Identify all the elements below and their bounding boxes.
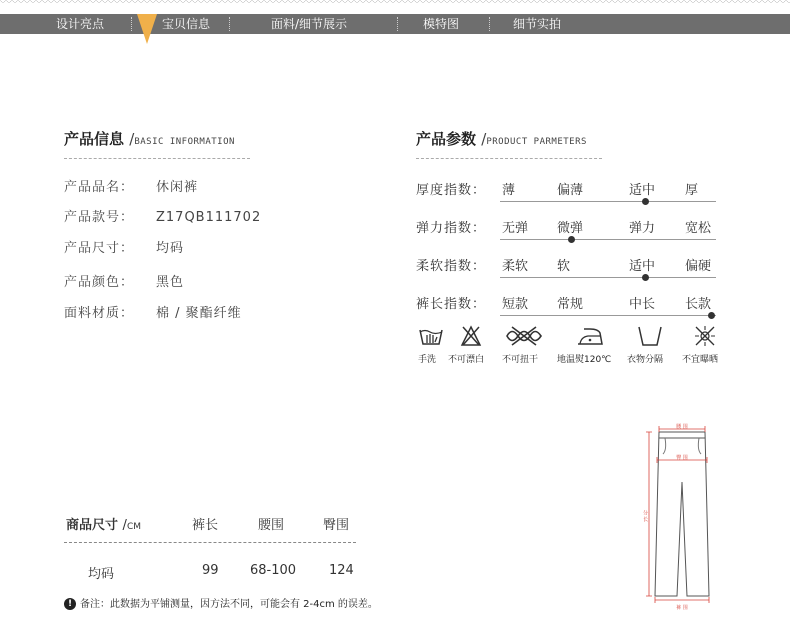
- info-row-material: [64, 302, 242, 321]
- size-table-title: [66, 514, 141, 533]
- param-label: 厚度指数：: [416, 183, 487, 198]
- info-label: 产品颜色：: [64, 275, 135, 290]
- title-slash: /: [481, 130, 487, 148]
- basic-info-subtitle: BASIC INFORMATION: [134, 137, 235, 147]
- info-row-size: [64, 237, 184, 256]
- wash-separately-icon: [636, 324, 664, 348]
- param-option: 柔软: [502, 259, 529, 274]
- param-option: 适中: [629, 183, 656, 198]
- care-label-iron: 地温熨120℃: [557, 355, 612, 365]
- nav-item-fabric-details[interactable]: 面料/细节展示: [271, 17, 348, 31]
- param-option: 厚: [685, 183, 699, 198]
- size-table-unit: CM: [126, 522, 141, 532]
- param-scale-line: [500, 315, 716, 316]
- param-option: 长款: [685, 297, 712, 312]
- nav-bar: [0, 14, 790, 34]
- size-cell-length: 99: [202, 563, 219, 578]
- size-header-hip: 臀围: [323, 518, 350, 533]
- size-note: [64, 595, 378, 610]
- title-slash: /: [122, 518, 127, 533]
- param-scale-line: [500, 201, 716, 202]
- nav-item-design-highlights[interactable]: 设计亮点: [56, 17, 105, 31]
- info-row-name: [64, 176, 198, 195]
- info-value: Z17QB111702: [156, 210, 262, 225]
- care-label-no-bleach: 不可漂白: [448, 355, 485, 365]
- warning-icon: !: [64, 598, 76, 610]
- info-label: 产品款号：: [64, 210, 135, 225]
- param-option: 适中: [629, 259, 656, 274]
- param-option: 微弹: [557, 221, 584, 236]
- diagram-label-waist: 腰 围: [676, 424, 688, 430]
- param-label: 柔软指数：: [416, 259, 487, 274]
- basic-info-divider: [64, 158, 250, 159]
- nav-separator: [229, 17, 230, 31]
- no-wring-icon: [504, 324, 544, 348]
- diagram-label-hip: 臀 围: [676, 455, 688, 461]
- nav-item-product-info[interactable]: 宝贝信息: [162, 17, 211, 31]
- diagram-label-length: 分 长: [642, 510, 648, 522]
- param-scale-line: [500, 239, 716, 240]
- diagram-label-hem: 裤 围: [676, 605, 688, 611]
- no-bleach-icon: [460, 324, 482, 348]
- care-label-no-wring: 不可扭干: [502, 355, 539, 365]
- nav-item-detail-photos[interactable]: 细节实拍: [513, 17, 562, 31]
- active-nav-marker: [137, 14, 157, 44]
- info-row-color: [64, 271, 184, 290]
- param-option: 中长: [629, 297, 656, 312]
- note-text: 备注：此数据为平铺测量，因方法不同，可能会有 2-4cm 的误差。: [80, 599, 378, 610]
- param-selected-dot: [568, 236, 575, 243]
- iron-icon: [575, 324, 605, 348]
- param-option: 偏硬: [685, 259, 712, 274]
- nav-separator: [397, 17, 398, 31]
- care-label-hand-wash: 手洗: [418, 355, 437, 365]
- param-label: 裤长指数：: [416, 297, 487, 312]
- info-value: 棉 / 聚酯纤维: [156, 306, 242, 321]
- top-scallop-border: [0, 0, 790, 6]
- param-option: 软: [557, 259, 571, 274]
- param-option: 无弹: [502, 221, 529, 236]
- care-label-no-sun: 不宜曝晒: [682, 355, 719, 365]
- param-option: 常规: [557, 297, 584, 312]
- info-label: 产品品名：: [64, 180, 135, 195]
- param-option: 薄: [502, 183, 516, 198]
- nav-separator: [131, 17, 132, 31]
- size-table-title-text: 商品尺寸: [66, 518, 119, 533]
- size-cell-size: 均码: [88, 567, 115, 582]
- param-selected-dot: [708, 312, 715, 319]
- param-selected-dot: [642, 198, 649, 205]
- info-row-sku: [64, 206, 261, 225]
- nav-item-model-photos[interactable]: 模特图: [423, 17, 460, 31]
- size-header-length: 裤长: [192, 518, 219, 533]
- basic-info-title-text: 产品信息: [64, 130, 125, 148]
- size-cell-hip: 124: [329, 563, 354, 578]
- pants-measurement-diagram: [643, 420, 723, 612]
- basic-info-title: [64, 128, 235, 149]
- param-option: 短款: [502, 297, 529, 312]
- title-slash: /: [129, 130, 135, 148]
- param-option: 弹力: [629, 221, 656, 236]
- param-option: 偏薄: [557, 183, 584, 198]
- size-cell-waist: 68-100: [250, 563, 297, 578]
- info-value: 休闲裤: [156, 180, 199, 195]
- info-label: 面料材质：: [64, 306, 135, 321]
- param-scale-line: [500, 277, 716, 278]
- info-label: 产品尺寸：: [64, 241, 135, 256]
- info-value: 均码: [156, 241, 185, 256]
- params-title-text: 产品参数: [416, 130, 477, 148]
- info-value: 黑色: [156, 275, 185, 290]
- params-subtitle: PRODUCT PARMETERS: [486, 137, 587, 147]
- params-title: [416, 128, 587, 149]
- nav-separator: [489, 17, 490, 31]
- param-option: 宽松: [685, 221, 712, 236]
- no-sun-icon: [693, 324, 717, 348]
- param-label: 弹力指数：: [416, 221, 487, 236]
- size-table-divider: [64, 542, 356, 543]
- params-divider: [416, 158, 602, 159]
- param-selected-dot: [642, 274, 649, 281]
- size-header-waist: 腰围: [258, 518, 285, 533]
- hand-wash-icon: [418, 324, 444, 348]
- care-label-wash-separately: 衣物分隔: [627, 355, 664, 365]
